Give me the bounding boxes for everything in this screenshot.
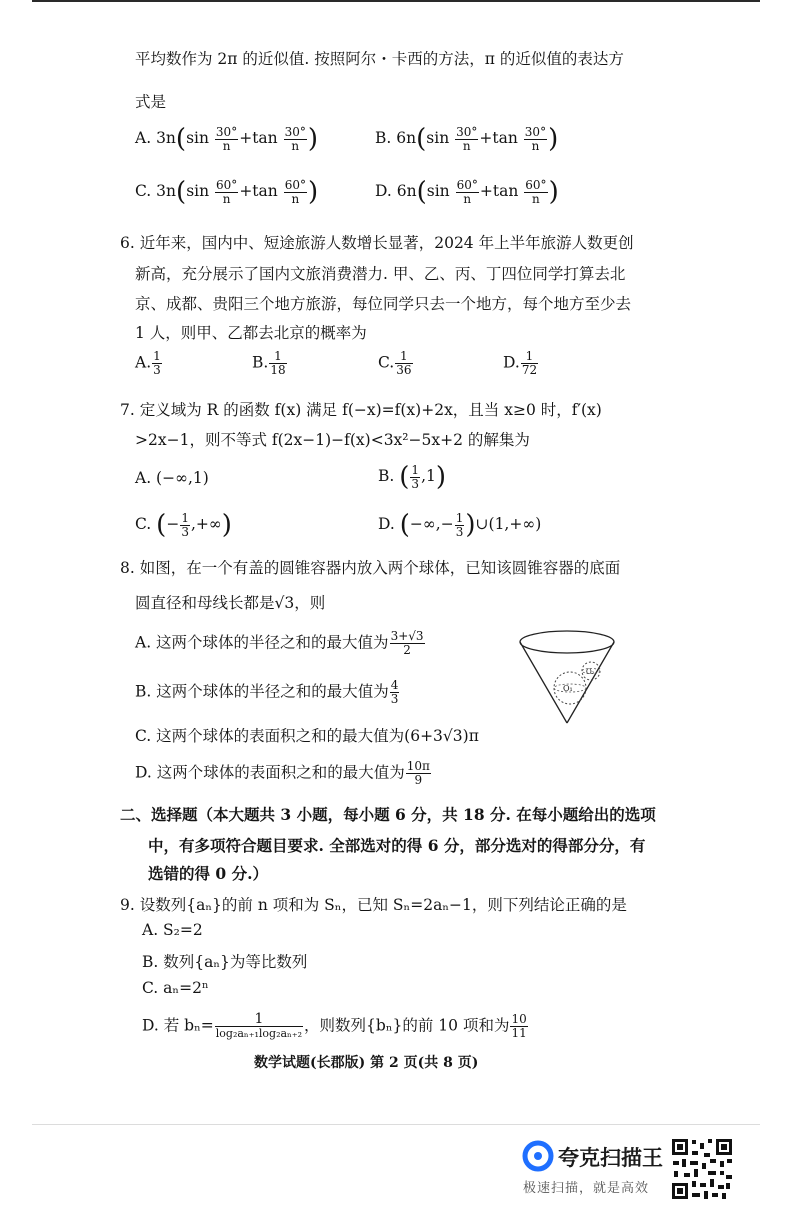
q5-option-d: D. 6n(sin $\frac{60^\circ}{n}$ +tan $\frac{60^\circ}{n}$ ) <box>375 177 559 207</box>
q8-option-b: B. 这两个球体的半径之和的最大值为 $\frac{4}{3}$ <box>135 678 399 706</box>
scan-divider <box>32 1124 760 1125</box>
q6-line4: 1 人，则甲、乙都去北京的概率为 <box>135 324 367 342</box>
figure-label-o2: O₂ <box>586 668 595 676</box>
scanner-slogan: 极速扫描，就是高效 <box>523 1181 650 1196</box>
q8-line2: 圆直径和母线长都是√3，则 <box>135 594 326 612</box>
q6-line2: 新高，充分展示了国内文旅消费潜力. 甲、乙、丙、丁四位同学打算去北 <box>135 265 626 283</box>
q8-option-a: A. 这两个球体的半径之和的最大值为 $\frac{3+√3}{2}$ <box>135 629 424 657</box>
scanner-brand: 夸克扫描王 <box>558 1146 663 1170</box>
q8-line1: 8. 如图，在一个有盖的圆锥容器内放入两个球体，已知该圆锥容器的底面 <box>120 559 621 577</box>
q7-option-b: B. ( $\frac{1}{3}$ ,1) <box>378 462 447 492</box>
q5-option-a: A. 3n(sin $\frac{30^\circ}{n}$ +tan $\frac{30^\circ}{n}$ ) <box>135 124 319 154</box>
q9-line1: 9. 设数列{aₙ}的前 n 项和为 Sₙ，已知 Sₙ=2aₙ−1，则下列结论正确的是 <box>120 896 627 914</box>
q6-option-b: B. $\frac{1}{18}$ <box>252 349 286 377</box>
q6-option-a: A. $\frac{1}{3}$ <box>135 349 161 377</box>
q6-option-d: D. $\frac{1}{72}$ <box>503 349 538 377</box>
q8-option-d: D. 这两个球体的表面积之和的最大值为 $\frac{10\pi}{9}$ <box>135 759 430 787</box>
q7-option-a: A. (−∞,1) <box>135 469 209 487</box>
figure-label-o1: O₁ <box>563 684 573 693</box>
q6-line3: 京、成都、贵阳三个地方旅游，每位同学只去一个地方，每个地方至少去 <box>135 295 632 313</box>
q8-option-c: C. 这两个球体的表面积之和的最大值为(6+3√3)π <box>135 727 479 745</box>
section2-line2: 中，有多项符合题目要求. 全部选对的得 6 分，部分选对的得部分分，有 <box>148 836 646 855</box>
q9-option-c: C. aₙ=2ⁿ <box>142 979 209 997</box>
q9-option-a: A. S₂=2 <box>142 921 203 939</box>
qr-code-icon <box>670 1137 734 1201</box>
q5-option-b: B. 6n(sin $\frac{30^\circ}{n}$ +tan $\frac{30^\circ}{n}$ ) <box>375 124 559 154</box>
q7-option-c: C. (− $\frac{1}{3}$ ,+∞) <box>135 510 232 540</box>
q7-option-d: D. (−∞,− $\frac{1}{3}$ )∪(1,+∞) <box>378 510 542 540</box>
section2-line1: 二、选择题（本大题共 3 小题，每小题 6 分，共 18 分. 在每小题给出的选项 <box>120 805 656 824</box>
q7-line1: 7. 定义域为 R 的函数 f(x) 满足 f(−x)=f(x)+2x，且当 x≥0 时，f′(x) <box>120 401 602 419</box>
q6-option-c: C. $\frac{1}{36}$ <box>378 349 412 377</box>
cone-figure <box>515 628 620 728</box>
section2-line3: 选错的得 0 分.） <box>148 864 268 883</box>
q7-line2: >2x−1，则不等式 f(2x−1)−f(x)<3x²−5x+2 的解集为 <box>135 431 530 449</box>
scanner-logo-icon <box>520 1140 556 1172</box>
q9-option-b: B. 数列{aₙ}为等比数列 <box>142 953 308 971</box>
q5-line1: 平均数作为 2π 的近似值. 按照阿尔・卡西的方法，π 的近似值的表达方 <box>135 50 624 68</box>
q9-option-d: D. 若 bₙ= $\frac{1}{\text{log₂aₙ₊₁log₂aₙ₊₂}}$ ，则数列{bₙ}的前 10 项和为 $\frac{10}{11}$ <box>142 1011 527 1040</box>
top-border <box>32 0 760 2</box>
q6-line1: 6. 近年来，国内中、短途旅游人数增长显著，2024 年上半年旅游人数更创 <box>120 234 634 252</box>
q5-line2: 式是 <box>135 93 167 111</box>
page-footer: 数学试题(长郡版) 第 2 页(共 8 页) <box>254 1055 479 1071</box>
q5-option-c: C. 3n(sin $\frac{60^\circ}{n}$ +tan $\frac{60^\circ}{n}$ ) <box>135 177 319 207</box>
